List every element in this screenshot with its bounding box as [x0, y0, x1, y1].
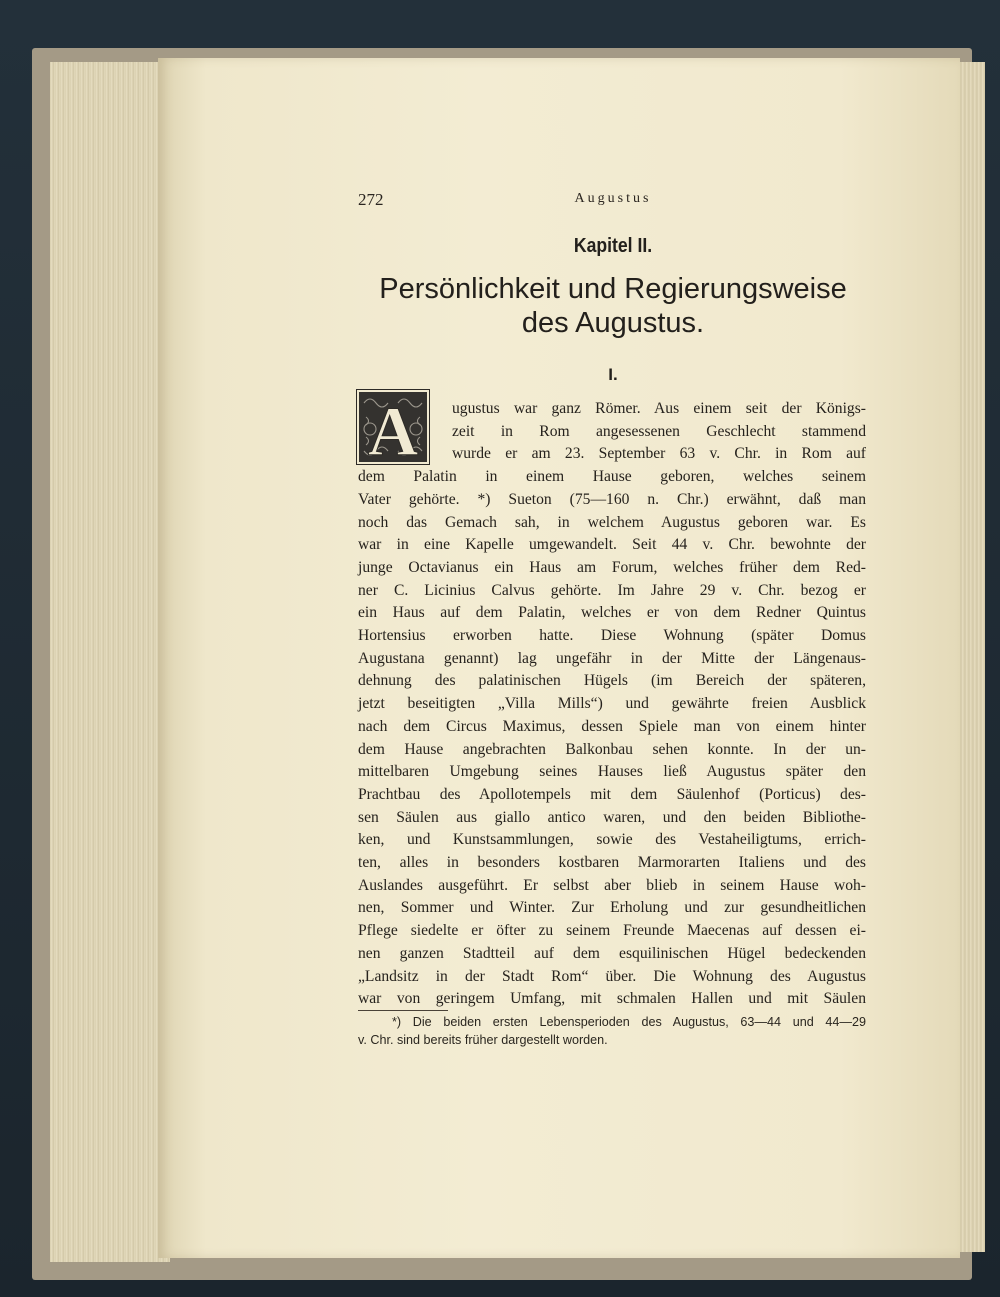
page-edges-left: [50, 62, 170, 1262]
chapter-title: [340, 272, 886, 340]
body-line: Auslandes ausgeführt. Er selbst aber blieb in seinem Hause woh-: [358, 876, 866, 894]
body-line: Augustana genannt) lag ungefähr in der Mitte der Längenaus-: [358, 649, 866, 667]
body-line: ugustus war ganz Römer. Aus einem seit der Königs-: [452, 400, 866, 417]
section-number: I.: [608, 365, 618, 384]
chapter-label: Kapitel II.: [573, 235, 653, 257]
body-line: sen Säulen aus giallo antico waren, und den beiden Bibliothe-: [358, 808, 866, 826]
body-line: war in eine Kapelle umgewandelt. Seit 44 v. Chr. bewohnte der: [358, 536, 866, 554]
chapter-title-line-2: des Augustus.: [521, 307, 705, 339]
body-line: ken, und Kunstsammlungen, sowie des Vestaheiligtums, errich-: [358, 831, 866, 849]
drop-cap-letter: A: [367, 394, 419, 465]
drop-cap-initial: [356, 389, 430, 465]
body-line: zeit in Rom angesessenen Geschlecht stammend: [452, 422, 866, 440]
body-line: nen ganzen Stadtteil auf dem esquilinischen Hügel bedeckenden: [358, 944, 866, 962]
body-line: ner C. Licinius Calvus gehörte. Im Jahre 29 v. Chr. bezog er: [358, 581, 866, 599]
body-line: jetzt beseitigten „Villa Mills“) und gewährte freien Ausblick: [358, 695, 866, 713]
body-line: war von geringem Umfang, mit schmalen Hallen und mit Säulen: [358, 990, 866, 1008]
body-line: noch das Gemach sah, in welchem Augustus geboren war. Es: [358, 513, 866, 531]
body-line: nen, Sommer und Winter. Zur Erholung und zur gesundheitlichen: [358, 899, 866, 917]
body-line: junge Octavianus ein Haus am Forum, welches früher dem Red-: [358, 558, 866, 576]
body-line: Hortensius erworben hatte. Diese Wohnung (später Domus: [358, 627, 866, 644]
body-line: „Landsitz in der Stadt Rom“ über. Die Wohnung des Augustus: [358, 967, 866, 985]
body-line: ein Haus auf dem Palatin, welches er von dem Redner Quintus: [358, 604, 866, 622]
body-line: Vater gehörte. *) Sueton (75—160 n. Chr.) erwähnt, daß man: [358, 490, 866, 508]
running-head: [358, 190, 868, 212]
body-line: dehnung des palatinischen Hügels (im Bereich der späteren,: [358, 672, 866, 690]
page-number: 272: [358, 190, 384, 209]
body-line: Prachtbau des Apollotempels mit dem Säulenhof (Porticus) des-: [358, 785, 866, 803]
body-line: wurde er am 23. September 63 v. Chr. in Rom auf: [452, 445, 866, 463]
body-line: nach dem Circus Maximus, dessen Spiele man von einem hinter: [358, 717, 866, 735]
body-line: dem Hause angebrachten Balkonbau sehen konnte. In der un-: [358, 740, 866, 758]
body-line: Pflege siedelte er öfter zu seinem Freunde Maecenas auf dessen ei-: [358, 922, 866, 940]
footnote-line: v. Chr. sind bereits früher dargestellt worden.: [358, 1033, 608, 1047]
footnote-line: *) Die beiden ersten Lebensperioden des Augustus, 63—44 und 44—29: [392, 1015, 866, 1029]
chapter-title-line-1: Persönlichkeit und Regierungsweise: [379, 273, 847, 305]
body-line: ten, alles in besonders kostbaren Marmorarten Italiens und des: [358, 854, 866, 871]
body-line: mittelbaren Umgebung seines Hauses ließ Augustus später den: [358, 763, 866, 781]
running-title: Augustus: [574, 191, 652, 206]
footnote-rule: [358, 1010, 448, 1011]
body-line: dem Palatin in einem Hause geboren, welches seinem: [358, 468, 866, 486]
